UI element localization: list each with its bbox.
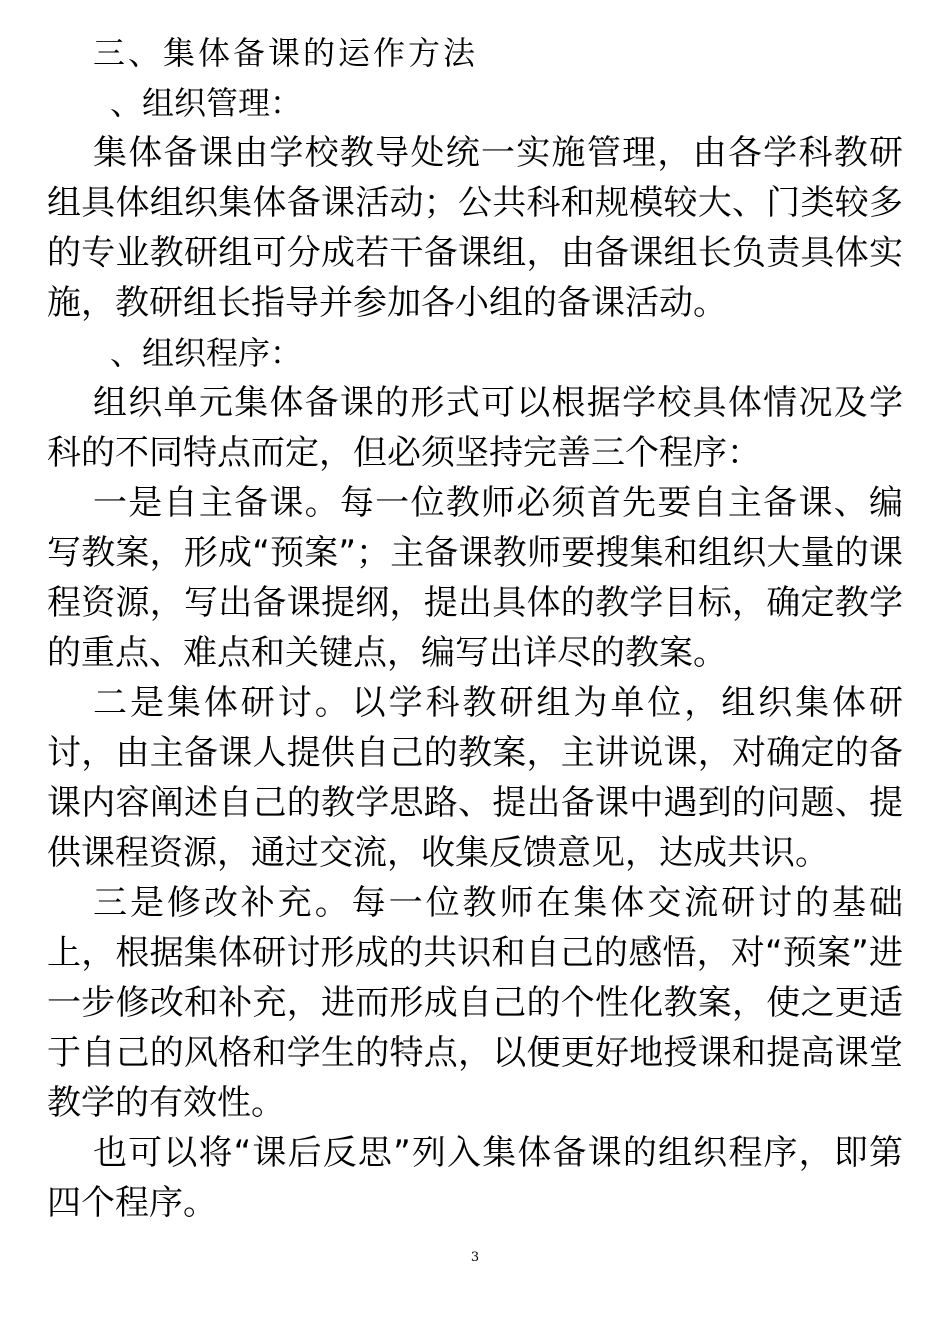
paragraph-step-one: 一是自主备课。每一位教师必须首先要自主备课、编写教案，形成“预案”；主备课教师要搜集和组织大量的课程资源，写出备课提纲，提出具体的教学目标，确定教学的重点、难点和关键点，编写出详尽的教案。 xyxy=(47,483,903,673)
paragraph-step-three: 三是修改补充。每一位教师在集体交流研讨的基础上，根据集体研讨形成的共识和自己的感悟，对“预案”进一步修改和补充，进而形成自己的个性化教案，使之更适于自己的风格和学生的特点，以便更好地授课和提高课堂教学的有效性。 xyxy=(47,883,903,1123)
paragraph-step-four: 也可以将“课后反思”列入集体备课的组织程序，即第四个程序。 xyxy=(47,1133,903,1223)
paragraph-management: 集体备课由学校教导处统一实施管理，由各学科教研组具体组织集体备课活动；公共科和规模较大、门类较多的专业教研组可分成若干备课组，由备课组长负责具体实施，教研组长指导并参加各小组的备课活动。 xyxy=(47,133,903,323)
subsection-heading-procedure: 、组织程序： xyxy=(110,334,303,372)
page-number: 3 xyxy=(470,1250,480,1265)
paragraph-step-two: 二是集体研讨。以学科教研组为单位，组织集体研讨，由主备课人提供自己的教案，主讲说课，对确定的备课内容阐述自己的教学思路、提出备课中遇到的问题、提供课程资源，通过交流，收集反馈意见，达成共识。 xyxy=(47,683,903,873)
subsection-heading-management: 、组织管理： xyxy=(110,84,303,122)
paragraph-procedure-intro: 组织单元集体备课的形式可以根据学校具体情况及学科的不同特点而定，但必须坚持完善三个程序： xyxy=(47,383,903,473)
section-title: 三、集体备课的运作方法 xyxy=(93,34,479,72)
